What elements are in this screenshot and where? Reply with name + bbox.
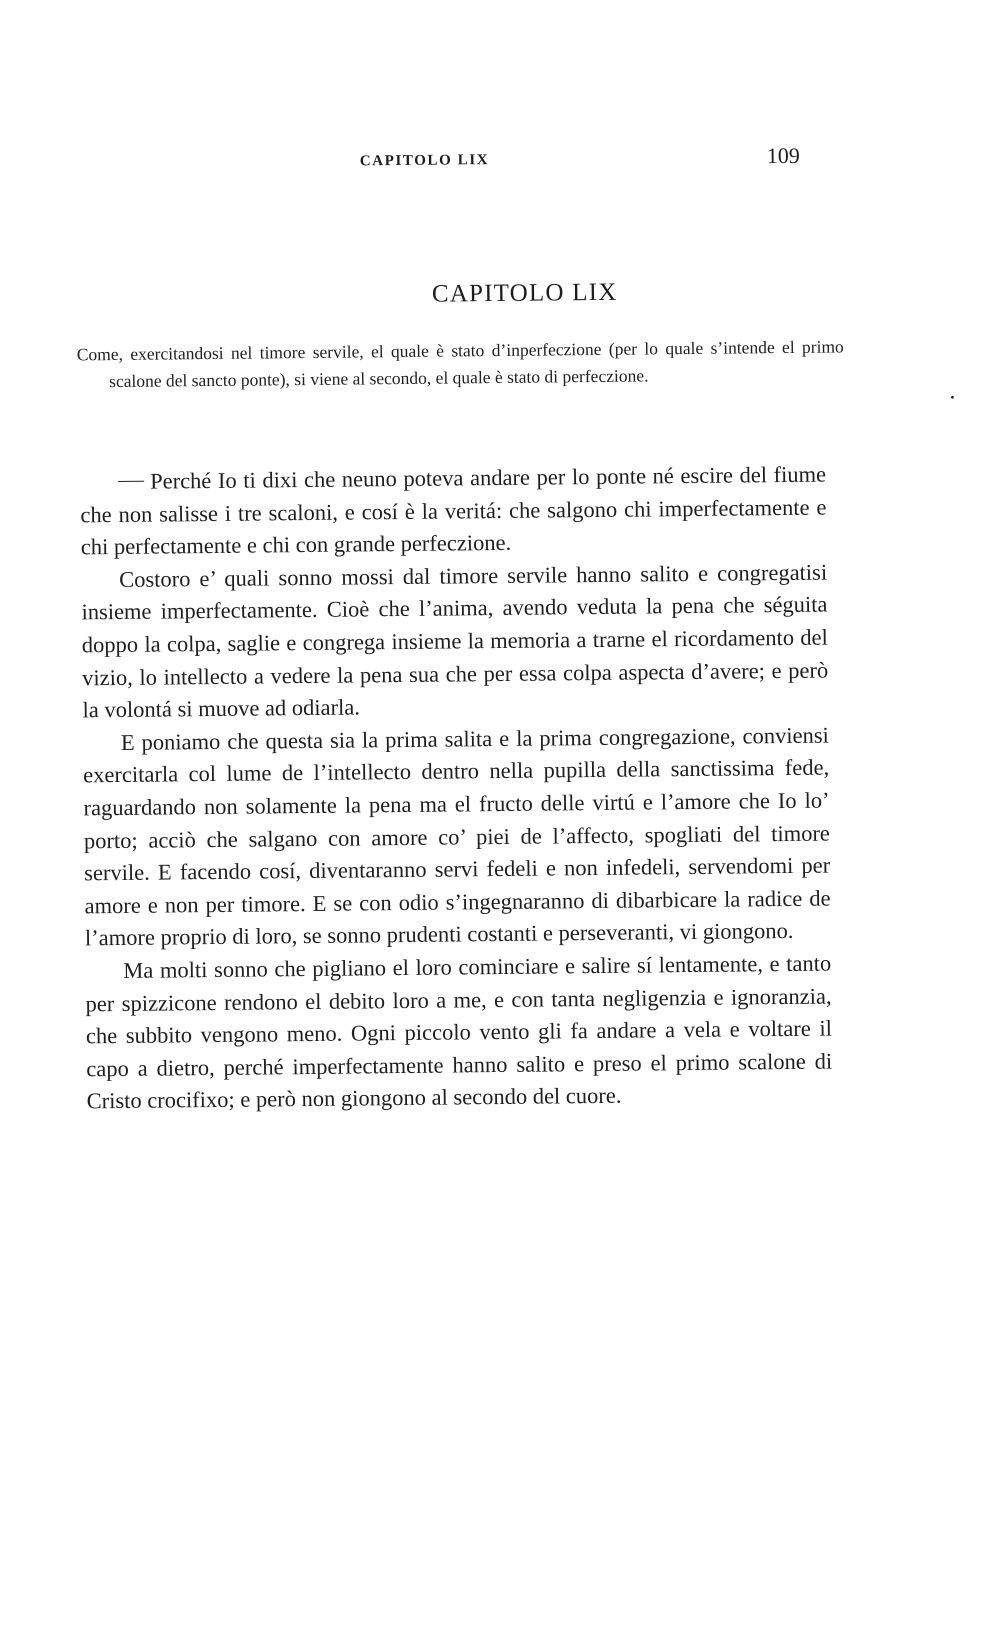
chapter-summary: Come, exercitandosi nel timore servile, el quale è stato d’inperfeczione (per lo quale s’intende el primo scalone del sancto ponte), si viene al secondo, el quale è stato di perfeczione. — [76, 336, 844, 392]
paragraph-2: Costoro e’ quali sonno mossi dal timore servile hanno salito e congregatisi insieme imperfectamente. Cioè che l’anima, avendo veduta la pena che séguita doppo la colpa, saglie e congrega insieme la memoria a trarne el ricordamento del vizio, lo intellecto a vedere la pena sua che per essa colpa aspecta d’avere; e però la volontá si muove ad odiarla. — [81, 559, 829, 723]
em-dash — [118, 481, 144, 482]
paragraph-4: Ma molti sonno che pigliano el loro cominciare e salire sí lentamente, e tanto per spizzicone rendono el debito loro a me, e con tanta negligenzia e ignoranzia, che subbito vengono meno. Ogni piccolo vento gli fa andare a vela e voltare il capo a dietro, perché imperfectamente hanno salito e preso el primo scalone di Cristo crocifixo; e però non giongono al secondo del cuore. — [85, 950, 833, 1114]
page-number: 109 — [766, 142, 800, 169]
paragraph-1-text: Perché Io ti dixi che neuno poteva andare per lo ponte né escire del fiume che non salisse i tre scaloni, e cosí è la veritá: che salgono chi imperfectamente e chi perfectamente e chi con grande perfeczione. — [80, 461, 827, 560]
margin-mark: • — [950, 390, 955, 405]
paragraph-1 — [80, 459, 827, 565]
chapter-title: CAPITOLO LIX — [431, 278, 618, 308]
body-text — [80, 459, 833, 1119]
paragraph-3: E poniamo che questa sia la prima salita e la prima congregazione, conviensi exercitarla col lume de l’intellecto dentro nella pupilla della sanctissima fede, raguardando non solamente la pena ma el fructo delle virtú e l’amore che Io lo’ porto; acciò che salgano con amore co’ piei de l’affecto, spogliati del timore servile. E facendo cosí, diventaranno servi fedeli e non infedeli, servendomi per amore e non per timore. E se con odio s’ingegnaranno di dibarbicare la radice de l’amore proprio di loro, se sonno prudenti costanti e perseveranti, vi giongono. — [83, 722, 831, 951]
running-head — [0, 141, 994, 181]
running-title: CAPITOLO LIX — [359, 152, 490, 170]
